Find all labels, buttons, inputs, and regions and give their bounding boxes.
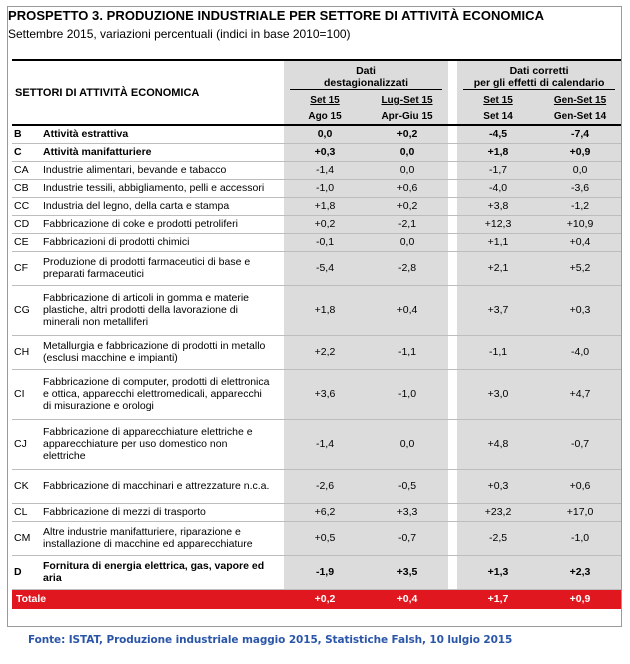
sector-column-header: SETTORI DI ATTIVITÀ ECONOMICA bbox=[15, 86, 200, 99]
column-header-top: Lug-Set 15 bbox=[366, 93, 448, 109]
column-header-bottom: Apr-Giu 15 bbox=[366, 109, 448, 125]
value-cell: +0,3 bbox=[284, 143, 366, 161]
total-value: +0,2 bbox=[284, 589, 366, 609]
value-cell: -4,0 bbox=[539, 335, 621, 369]
value-cell: +0,3 bbox=[457, 469, 539, 503]
group-header-line: Dati corretti bbox=[509, 64, 569, 77]
sector-name: Fornitura di energia elettrica, gas, vapore ed aria bbox=[43, 560, 265, 584]
value-cell: 0,0 bbox=[366, 233, 448, 251]
column-header-top: Set 15 bbox=[284, 93, 366, 109]
sector-name: Fabbricazione di articoli in gomma e materie plastiche, altri prodotti della lavorazione di minerali non metalliferi bbox=[43, 292, 250, 328]
value-cell: +3,7 bbox=[457, 285, 539, 335]
value-cell: +0,2 bbox=[284, 215, 366, 233]
value-cell: +5,2 bbox=[539, 251, 621, 285]
column-header-bottom: Ago 15 bbox=[284, 109, 366, 125]
value-cell: -1,2 bbox=[539, 197, 621, 215]
value-cell: -1,9 bbox=[284, 555, 366, 589]
value-cell: +0,6 bbox=[539, 469, 621, 503]
source-footnote: Fonte: ISTAT, Produzione industriale maggio 2015, Statistiche Falsh, 10 lulgio 2015 bbox=[28, 634, 513, 646]
total-row bbox=[12, 589, 621, 609]
value-cell: +2,1 bbox=[457, 251, 539, 285]
sector-name: Industrie alimentari, bevande e tabacco bbox=[43, 164, 227, 176]
value-cell: -1,0 bbox=[284, 179, 366, 197]
value-cell: -1,1 bbox=[366, 335, 448, 369]
group-header-line: destagionalizzati bbox=[290, 77, 442, 90]
sector-name: Fabbricazione di apparecchiature elettriche e apparecchiature per uso domestico non elettriche bbox=[43, 426, 253, 462]
table-row bbox=[12, 197, 621, 215]
sector-code: B bbox=[14, 128, 22, 141]
table-row bbox=[12, 143, 621, 161]
value-cell: -2,1 bbox=[366, 215, 448, 233]
table-row bbox=[12, 335, 621, 369]
value-cell: +1,8 bbox=[284, 197, 366, 215]
value-cell: +17,0 bbox=[539, 503, 621, 521]
sector-code: CL bbox=[14, 506, 28, 518]
value-cell: 0,0 bbox=[539, 161, 621, 179]
value-cell: +4,7 bbox=[539, 369, 621, 419]
value-cell: -1,0 bbox=[366, 369, 448, 419]
sector-name: Altre industrie manifatturiere, riparazione e installazione di macchine ed apparecchiature bbox=[43, 526, 253, 550]
value-cell: 0,0 bbox=[366, 161, 448, 179]
value-cell: -1,1 bbox=[457, 335, 539, 369]
value-cell: +2,2 bbox=[284, 335, 366, 369]
table-row bbox=[12, 251, 621, 285]
sector-code: CH bbox=[14, 346, 30, 358]
value-cell: +10,9 bbox=[539, 215, 621, 233]
sector-code: CK bbox=[14, 480, 29, 492]
value-cell: -4,5 bbox=[457, 125, 539, 143]
value-cell: -7,4 bbox=[539, 125, 621, 143]
value-cell: -1,4 bbox=[284, 161, 366, 179]
value-cell: -3,6 bbox=[539, 179, 621, 197]
value-cell: -2,8 bbox=[366, 251, 448, 285]
page-subtitle: Settembre 2015, variazioni percentuali (indici in base 2010=100) bbox=[8, 27, 351, 41]
value-cell: +0,5 bbox=[284, 521, 366, 555]
value-cell: +0,2 bbox=[366, 125, 448, 143]
value-cell: -2,6 bbox=[284, 469, 366, 503]
sector-code: CB bbox=[14, 182, 29, 194]
total-label: Totale bbox=[12, 589, 275, 609]
value-cell: -1,0 bbox=[539, 521, 621, 555]
group-header-seasonally-adjusted bbox=[284, 60, 448, 93]
total-value: +1,7 bbox=[457, 589, 539, 609]
table-row bbox=[12, 179, 621, 197]
table-row bbox=[12, 125, 621, 143]
table-row bbox=[12, 233, 621, 251]
sector-name: Fabbricazione di computer, prodotti di elettronica e ottica, apparecchi elettromedicali, apparecchi di misurazione e orologi bbox=[43, 376, 270, 412]
value-cell: +1,1 bbox=[457, 233, 539, 251]
sector-name: Fabbricazioni di prodotti chimici bbox=[43, 236, 190, 248]
value-cell: -0,1 bbox=[284, 233, 366, 251]
table-row bbox=[12, 521, 621, 555]
sector-code: CI bbox=[14, 388, 25, 400]
value-cell: -2,5 bbox=[457, 521, 539, 555]
sector-name: Metallurgia e fabbricazione di prodotti in metallo (esclusi macchine e impianti) bbox=[43, 340, 266, 364]
column-header-bottom: Set 14 bbox=[457, 109, 539, 125]
sector-code: CM bbox=[14, 532, 31, 544]
table-row bbox=[12, 215, 621, 233]
sector-code: CG bbox=[14, 304, 30, 316]
value-cell: +1,8 bbox=[284, 285, 366, 335]
value-cell: +0,6 bbox=[366, 179, 448, 197]
sector-code: D bbox=[14, 566, 22, 578]
value-cell: +23,2 bbox=[457, 503, 539, 521]
sector-code: C bbox=[14, 146, 22, 158]
sector-name: Industria del legno, della carta e stampa bbox=[43, 200, 230, 212]
value-cell: -0,5 bbox=[366, 469, 448, 503]
value-cell: +0,2 bbox=[366, 197, 448, 215]
sector-name: Fabbricazione di coke e prodotti petroliferi bbox=[43, 218, 238, 230]
value-cell: -0,7 bbox=[366, 521, 448, 555]
value-cell: +3,3 bbox=[366, 503, 448, 521]
sector-code: CA bbox=[14, 164, 29, 176]
value-cell: +3,0 bbox=[457, 369, 539, 419]
value-cell: -4,0 bbox=[457, 179, 539, 197]
value-cell: -1,7 bbox=[457, 161, 539, 179]
value-cell: +1,3 bbox=[457, 555, 539, 589]
value-cell: +0,9 bbox=[539, 143, 621, 161]
sector-name: Industrie tessili, abbigliamento, pelli e accessori bbox=[43, 182, 265, 194]
value-cell: -1,4 bbox=[284, 419, 366, 469]
value-cell: +0,4 bbox=[366, 285, 448, 335]
sector-name: Fabbricazione di mezzi di trasporto bbox=[43, 506, 206, 518]
table-row bbox=[12, 503, 621, 521]
table-row bbox=[12, 419, 621, 469]
sector-code: CD bbox=[14, 218, 30, 230]
table-row bbox=[12, 555, 621, 589]
sector-code: CC bbox=[14, 200, 30, 212]
value-cell: +0,4 bbox=[539, 233, 621, 251]
sector-name: Fabbricazione di macchinari e attrezzature n.c.a. bbox=[43, 480, 270, 492]
value-cell: +4,8 bbox=[457, 419, 539, 469]
total-value: +0,4 bbox=[366, 589, 448, 609]
sector-code: CE bbox=[14, 236, 29, 248]
group-header-line: per gli effetti di calendario bbox=[463, 77, 615, 90]
value-cell: +3,8 bbox=[457, 197, 539, 215]
value-cell: -5,4 bbox=[284, 251, 366, 285]
column-header-bottom: Gen-Set 14 bbox=[539, 109, 621, 125]
value-cell: 0,0 bbox=[284, 125, 366, 143]
value-cell: +0,3 bbox=[539, 285, 621, 335]
group-header-calendar-adjusted bbox=[457, 60, 621, 93]
total-value: +0,9 bbox=[539, 589, 621, 609]
table-row bbox=[12, 161, 621, 179]
value-cell: 0,0 bbox=[366, 419, 448, 469]
sector-code: CF bbox=[14, 262, 28, 274]
table-row bbox=[12, 369, 621, 419]
value-cell: +12,3 bbox=[457, 215, 539, 233]
value-cell: +3,5 bbox=[366, 555, 448, 589]
value-cell: +2,3 bbox=[539, 555, 621, 589]
value-cell: +6,2 bbox=[284, 503, 366, 521]
table-row bbox=[12, 469, 621, 503]
data-table bbox=[12, 59, 621, 609]
sector-name: Attività manifatturiere bbox=[43, 146, 152, 158]
table-row bbox=[12, 285, 621, 335]
value-cell: -0,7 bbox=[539, 419, 621, 469]
sector-name: Attività estrattiva bbox=[43, 128, 129, 141]
column-header-top: Set 15 bbox=[457, 93, 539, 109]
value-cell: +3,6 bbox=[284, 369, 366, 419]
column-header-top: Gen-Set 15 bbox=[539, 93, 621, 109]
sector-name: Produzione di prodotti farmaceutici di base e preparati farmaceutici bbox=[43, 256, 251, 280]
page-title: PROSPETTO 3. PRODUZIONE INDUSTRIALE PER SETTORE DI ATTIVITÀ ECONOMICA bbox=[8, 8, 545, 23]
sector-code: CJ bbox=[14, 438, 27, 450]
group-header-line: Dati bbox=[356, 64, 376, 77]
value-cell: 0,0 bbox=[366, 143, 448, 161]
value-cell: +1,8 bbox=[457, 143, 539, 161]
